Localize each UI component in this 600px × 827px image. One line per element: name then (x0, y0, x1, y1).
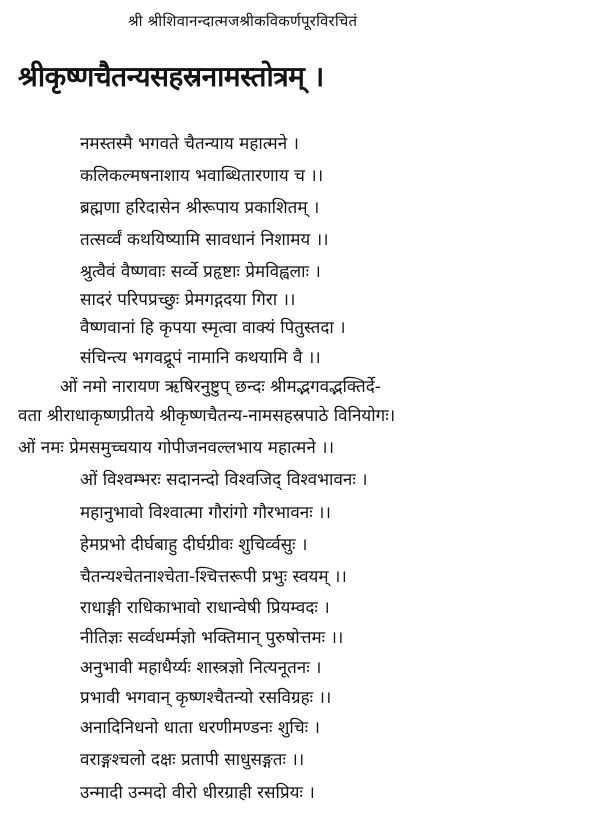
text-line: संचिन्त्य भगवद्रूपं नामानि कथयामि वै ।। (80, 348, 321, 368)
text-line: ओं नमो नारायण ऋषिरनुष्टुप् छन्दः श्रीमद्भगवद्भक्तिर्दे- (60, 377, 381, 397)
text-line: नीतिज्ञः सर्व्वधर्म्मज्ञो भक्तिमान् पुरुषोत्तमः ।। (80, 628, 344, 648)
text-line: उन्मादी उन्मदो वीरो धीरग्राही रसप्रियः । (80, 783, 315, 803)
text-line: नमस्तस्मै भगवते चैतन्याय महात्मने । (80, 134, 300, 154)
text-line: तत्सर्व्वं कथयिष्यामि सावधानं निशामय ।। (80, 230, 329, 250)
text-line: राधाङ्गी राधिकाभावो राधान्वेषी प्रियम्वदः । (80, 598, 330, 618)
text-line: ब्रह्मणा हरिदासेन श्रीरूपाय प्रकाशितम् । (80, 198, 320, 218)
text-line: ओं नमः प्रेमसमुच्चयाय गोपीजनवल्लभाय महात्मने ।। (18, 438, 335, 458)
text-line: हेमप्रभो दीर्घबाहु दीर्घग्रीवः शुचिर्व्वसुः । (80, 535, 308, 555)
attribution-line: श्री श्रीशिवानन्दात्मजश्रीकविकर्णपूरविरचितं (128, 12, 358, 30)
text-line: महानुभावो विश्वात्मा गौरांगो गौरभावनः ।। (80, 503, 331, 523)
text-line: वराङ्गश्चलो दक्षः प्रतापी साधुसङ्गतः ।। (80, 750, 305, 770)
text-line: चैतन्यश्चेतनाश्चेता-श्चित्तरूपी प्रभुः स्वयम् ।। (80, 567, 347, 587)
text-line: वता श्रीराधाकृष्णप्रीतये श्रीकृष्णचैतन्य-नामसहस्रपाठे विनियोगः। (18, 406, 396, 426)
text-line: सादरं परिपप्रच्छुः प्रेमगद्गदया गिरा ।। (80, 290, 296, 310)
text-line: प्रभावी भगवान् कृष्णश्चैतन्यो रसविग्रहः ।। (80, 688, 332, 708)
text-line: श्रुत्वैवं वैष्णवाः सर्व्वे प्रहृष्टाः प्रेमविह्वलाः । (80, 262, 321, 282)
page-title: श्रीकृष्णचैतन्यसहस्रनामस्तोत्रम् । (18, 60, 324, 93)
text-line: ओं विश्वम्भरः सदानन्दो विश्वजिद् विश्वभावनः । (80, 470, 368, 490)
text-line: कलिकल्मषनाशाय भवाब्धितारणाय च ।। (80, 166, 324, 186)
text-line: अनादिनिधनो धाता धरणीमण्डनः शुचिः । (80, 718, 320, 738)
text-line: वैष्णवानां हि कृपया स्मृत्वा वाक्यं पितुस्तदा । (80, 318, 346, 338)
text-line: अनुभावी महाधैर्य्यः शास्त्रज्ञो नित्यनूतनः । (80, 658, 322, 678)
